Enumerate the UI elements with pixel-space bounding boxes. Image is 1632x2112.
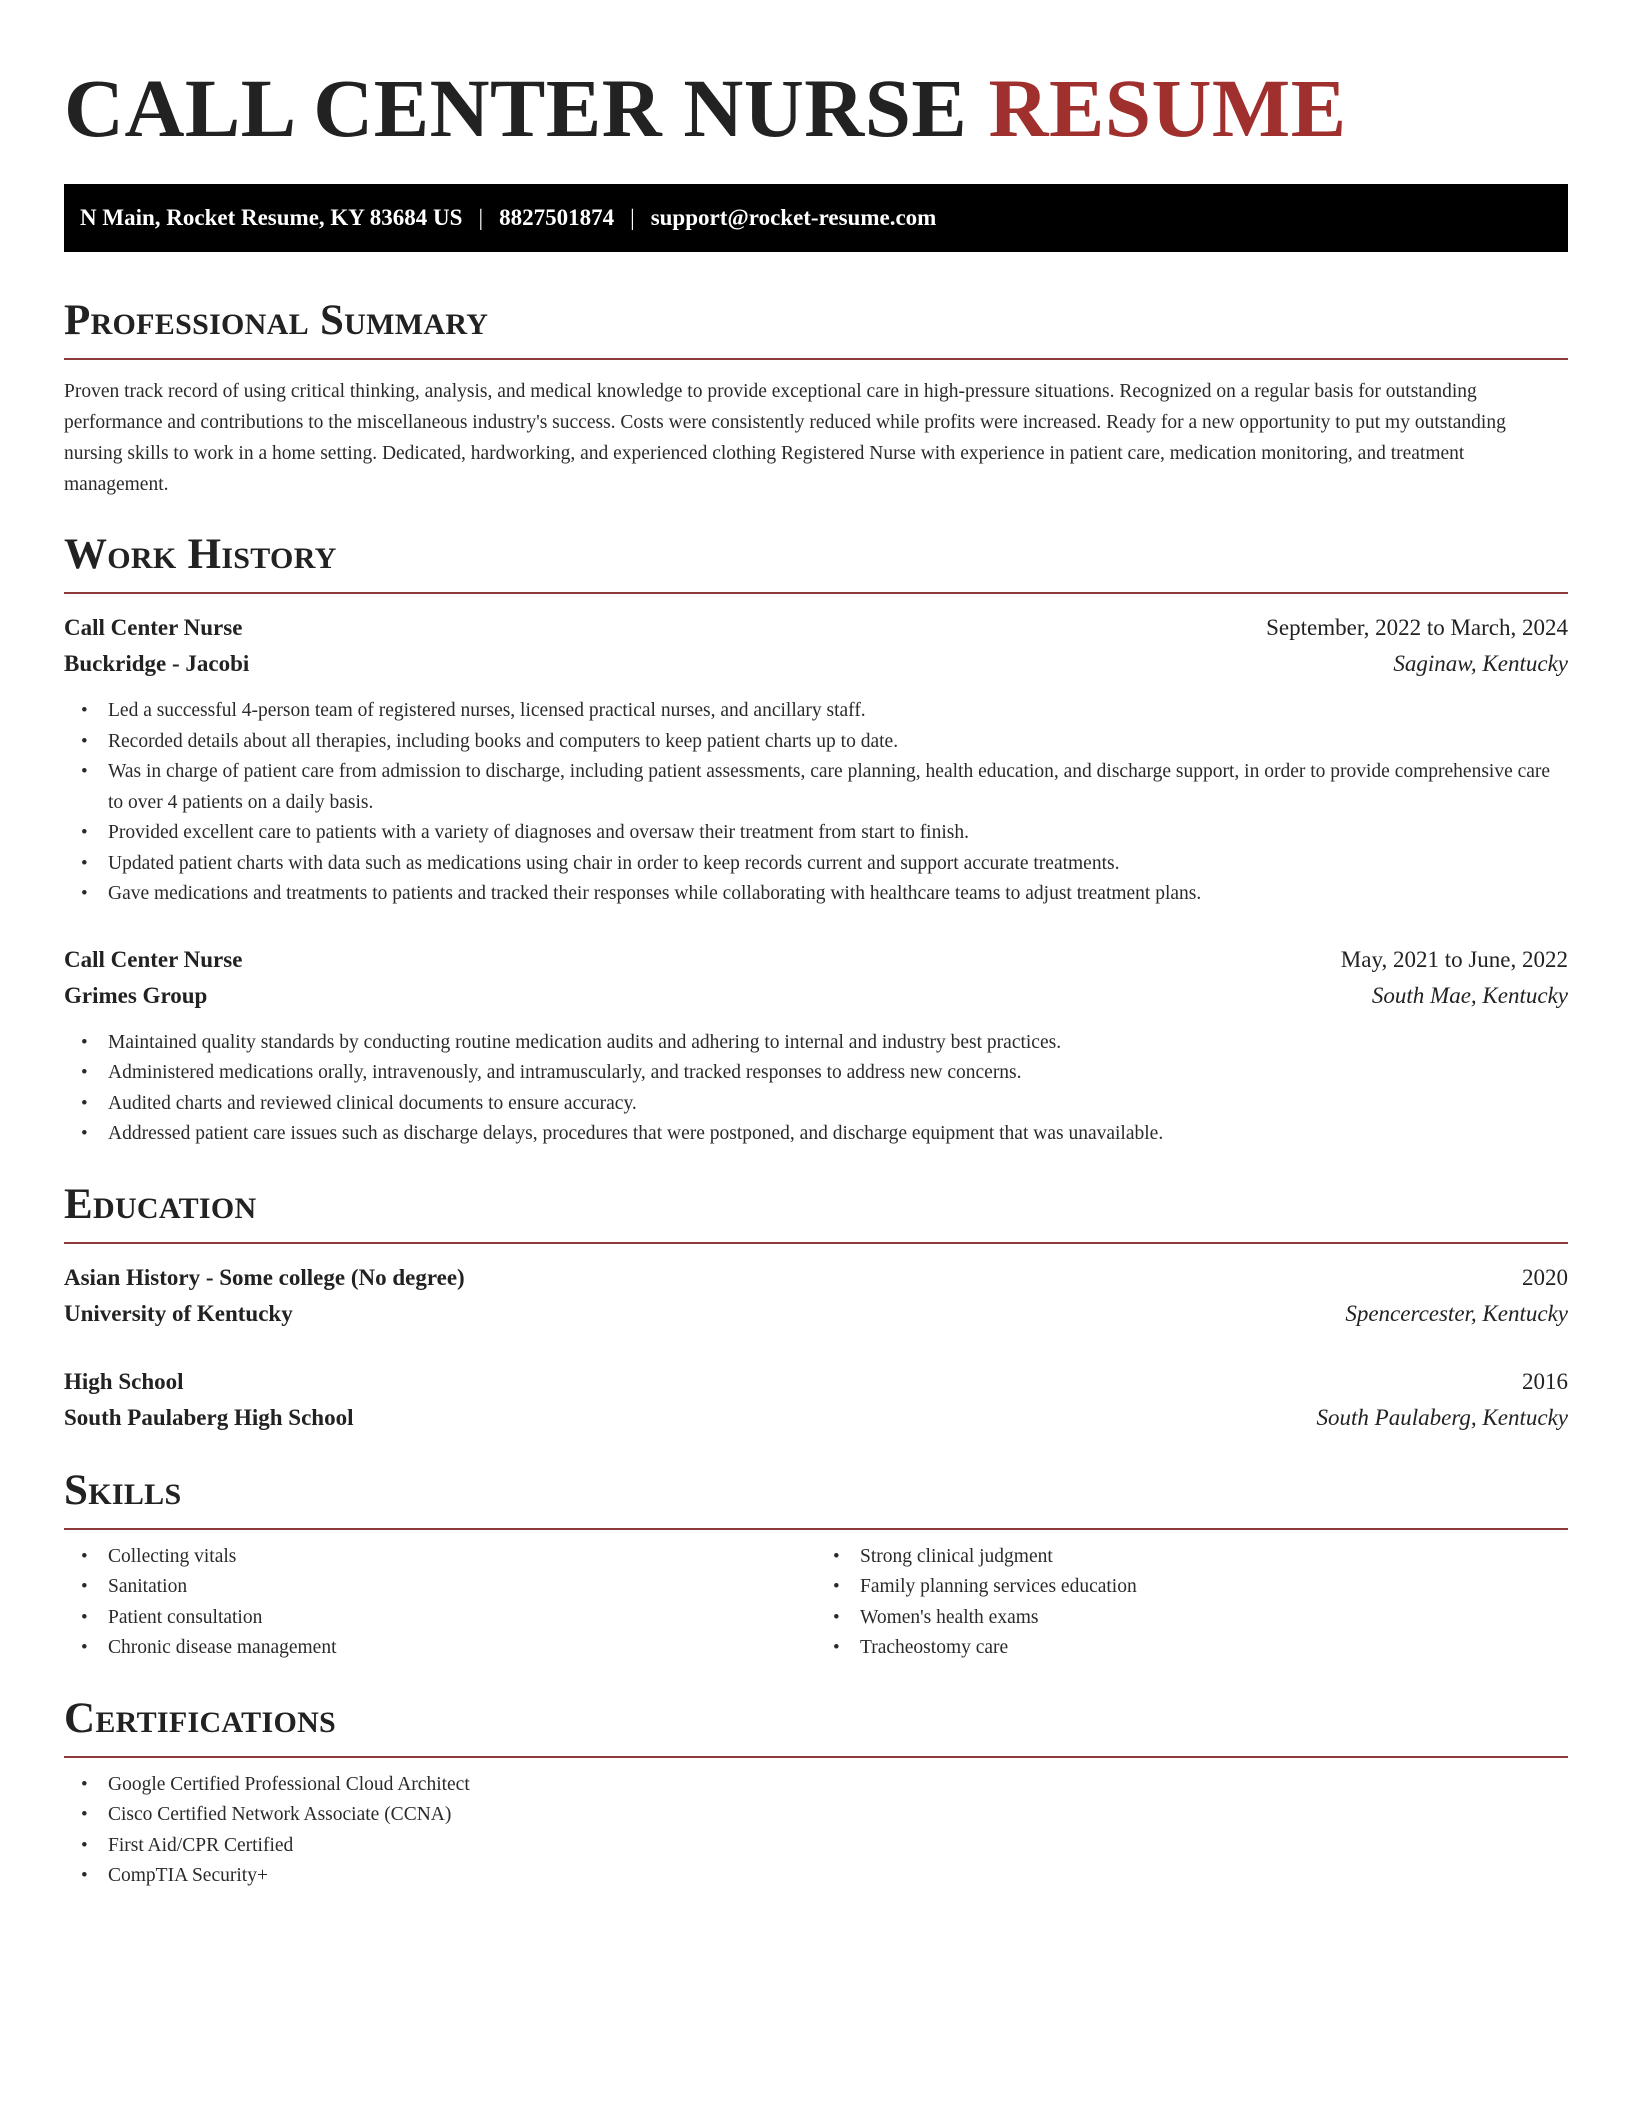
- list-item: • Audited charts and reviewed clinical documents to ensure accuracy.: [64, 1089, 1568, 1120]
- work-history-section: [64, 530, 1568, 1150]
- job-bullets: [64, 1028, 1568, 1150]
- summary-section: [64, 296, 1568, 500]
- education-degree-row: [64, 1364, 1568, 1400]
- job-entry: [64, 942, 1568, 1150]
- list-item: • Cisco Certified Network Associate (CCNA): [64, 1800, 1568, 1831]
- education-school-row: [64, 1296, 1568, 1332]
- job-company: Grimes Group: [64, 982, 208, 1008]
- job-location: Saginaw, Kentucky: [1393, 651, 1568, 676]
- education-degree-row: [64, 1260, 1568, 1296]
- list-item: • CompTIA Security+: [64, 1861, 1568, 1892]
- education-school-row: [64, 1400, 1568, 1436]
- list-item: • Sanitation: [64, 1572, 816, 1603]
- certifications-section: [64, 1694, 1568, 1892]
- job-entry: [64, 610, 1568, 910]
- education-school: University of Kentucky: [64, 1300, 293, 1326]
- skills-section: [64, 1466, 1568, 1664]
- education-location: Spencercester, Kentucky: [1345, 1300, 1568, 1326]
- job-company-row: [64, 978, 1568, 1014]
- resume-title-main: CALL CENTER NURSE: [64, 62, 968, 154]
- education-heading: Education: [64, 1180, 1568, 1244]
- list-item: • Patient consultation: [64, 1603, 816, 1634]
- education-location: South Paulaberg, Kentucky: [1316, 1404, 1568, 1430]
- list-item: • Led a successful 4-person team of registered nurses, licensed practical nurses, and ancillary staff.: [64, 696, 1568, 727]
- certifications-heading: Certifications: [64, 1694, 1568, 1758]
- job-title: Call Center Nurse: [64, 946, 243, 972]
- list-item: • Tracheostomy care: [816, 1633, 1568, 1664]
- job-title-row: [64, 942, 1568, 978]
- contact-separator: |: [630, 205, 635, 230]
- skills-heading: Skills: [64, 1466, 1568, 1530]
- summary-heading: Professional Summary: [64, 296, 1568, 360]
- contact-separator: |: [478, 205, 484, 230]
- list-item: • Administered medications orally, intravenously, and intramuscularly, and tracked responses to address new concerns.: [64, 1058, 1568, 1089]
- job-title-row: [64, 610, 1568, 646]
- list-item: • Strong clinical judgment: [816, 1542, 1568, 1573]
- contact-bar: [64, 184, 1568, 252]
- list-item: • Google Certified Professional Cloud Architect: [64, 1770, 1568, 1801]
- contact-address: N Main, Rocket Resume, KY 83684 US: [80, 205, 463, 230]
- list-item: • Chronic disease management: [64, 1633, 816, 1664]
- resume-title: [64, 60, 1568, 156]
- education-entry: [64, 1364, 1568, 1436]
- education-school: South Paulaberg High School: [64, 1404, 354, 1430]
- skills-grid: [64, 1542, 1568, 1664]
- education-degree: Asian History - Some college (No degree): [64, 1264, 465, 1290]
- job-company: Buckridge - Jacobi: [64, 651, 250, 676]
- skills-list-left: [64, 1542, 816, 1664]
- job-title: Call Center Nurse: [64, 615, 243, 640]
- contact-email: support@rocket-resume.com: [650, 205, 937, 230]
- list-item: • Gave medications and treatments to patients and tracked their responses while collaborating with healthcare teams to adjust treatment plans.: [64, 879, 1568, 910]
- list-item: • Was in charge of patient care from admission to discharge, including patient assessments, care planning, health education, and discharge support, in order to provide comprehensive care to over 4 patients on a daily basis.: [64, 757, 1568, 818]
- work-history-heading: Work History: [64, 530, 1568, 594]
- job-dates: May, 2021 to June, 2022: [1340, 946, 1568, 972]
- education-year: 2016: [1522, 1368, 1568, 1394]
- list-item: • Updated patient charts with data such as medications using chair in order to keep records current and support accurate treatments.: [64, 849, 1568, 880]
- certifications-list: [64, 1770, 1568, 1892]
- list-item: • Addressed patient care issues such as discharge delays, procedures that were postponed, and discharge equipment that was unavailable.: [64, 1119, 1568, 1150]
- job-location: South Mae, Kentucky: [1371, 982, 1568, 1008]
- skills-list-right: [816, 1542, 1568, 1664]
- education-year: 2020: [1522, 1264, 1568, 1290]
- contact-phone: 8827501874: [499, 205, 615, 230]
- list-item: • Provided excellent care to patients with a variety of diagnoses and oversaw their treatment from start to finish.: [64, 818, 1568, 849]
- list-item: • Women's health exams: [816, 1603, 1568, 1634]
- list-item: • Maintained quality standards by conducting routine medication audits and adhering to internal and industry best practices.: [64, 1028, 1568, 1059]
- job-bullets: [64, 696, 1568, 910]
- resume-title-accent: RESUME: [988, 62, 1347, 154]
- list-item: • First Aid/CPR Certified: [64, 1831, 1568, 1862]
- job-dates: September, 2022 to March, 2024: [1266, 615, 1568, 640]
- education-entry: [64, 1260, 1568, 1332]
- education-section: [64, 1180, 1568, 1436]
- list-item: • Family planning services education: [816, 1572, 1568, 1603]
- summary-text: Proven track record of using critical thinking, analysis, and medical knowledge to provide exceptional care in high-pressure situations. Recognized on a regular basis for outstanding performance and contributions to the miscellaneous industry's success. Costs were consistently reduced while profits were increased. Ready for a new opportunity to put my outstanding nursing skills to work in a home setting. Dedicated, hardworking, and experienced clothing Registered Nurse with experience in patient care, medication monitoring, and treatment management.: [64, 381, 1506, 495]
- list-item: • Recorded details about all therapies, including books and computers to keep patient charts up to date.: [64, 727, 1568, 758]
- list-item: • Collecting vitals: [64, 1542, 816, 1573]
- job-company-row: [64, 646, 1568, 682]
- education-degree: High School: [64, 1368, 184, 1394]
